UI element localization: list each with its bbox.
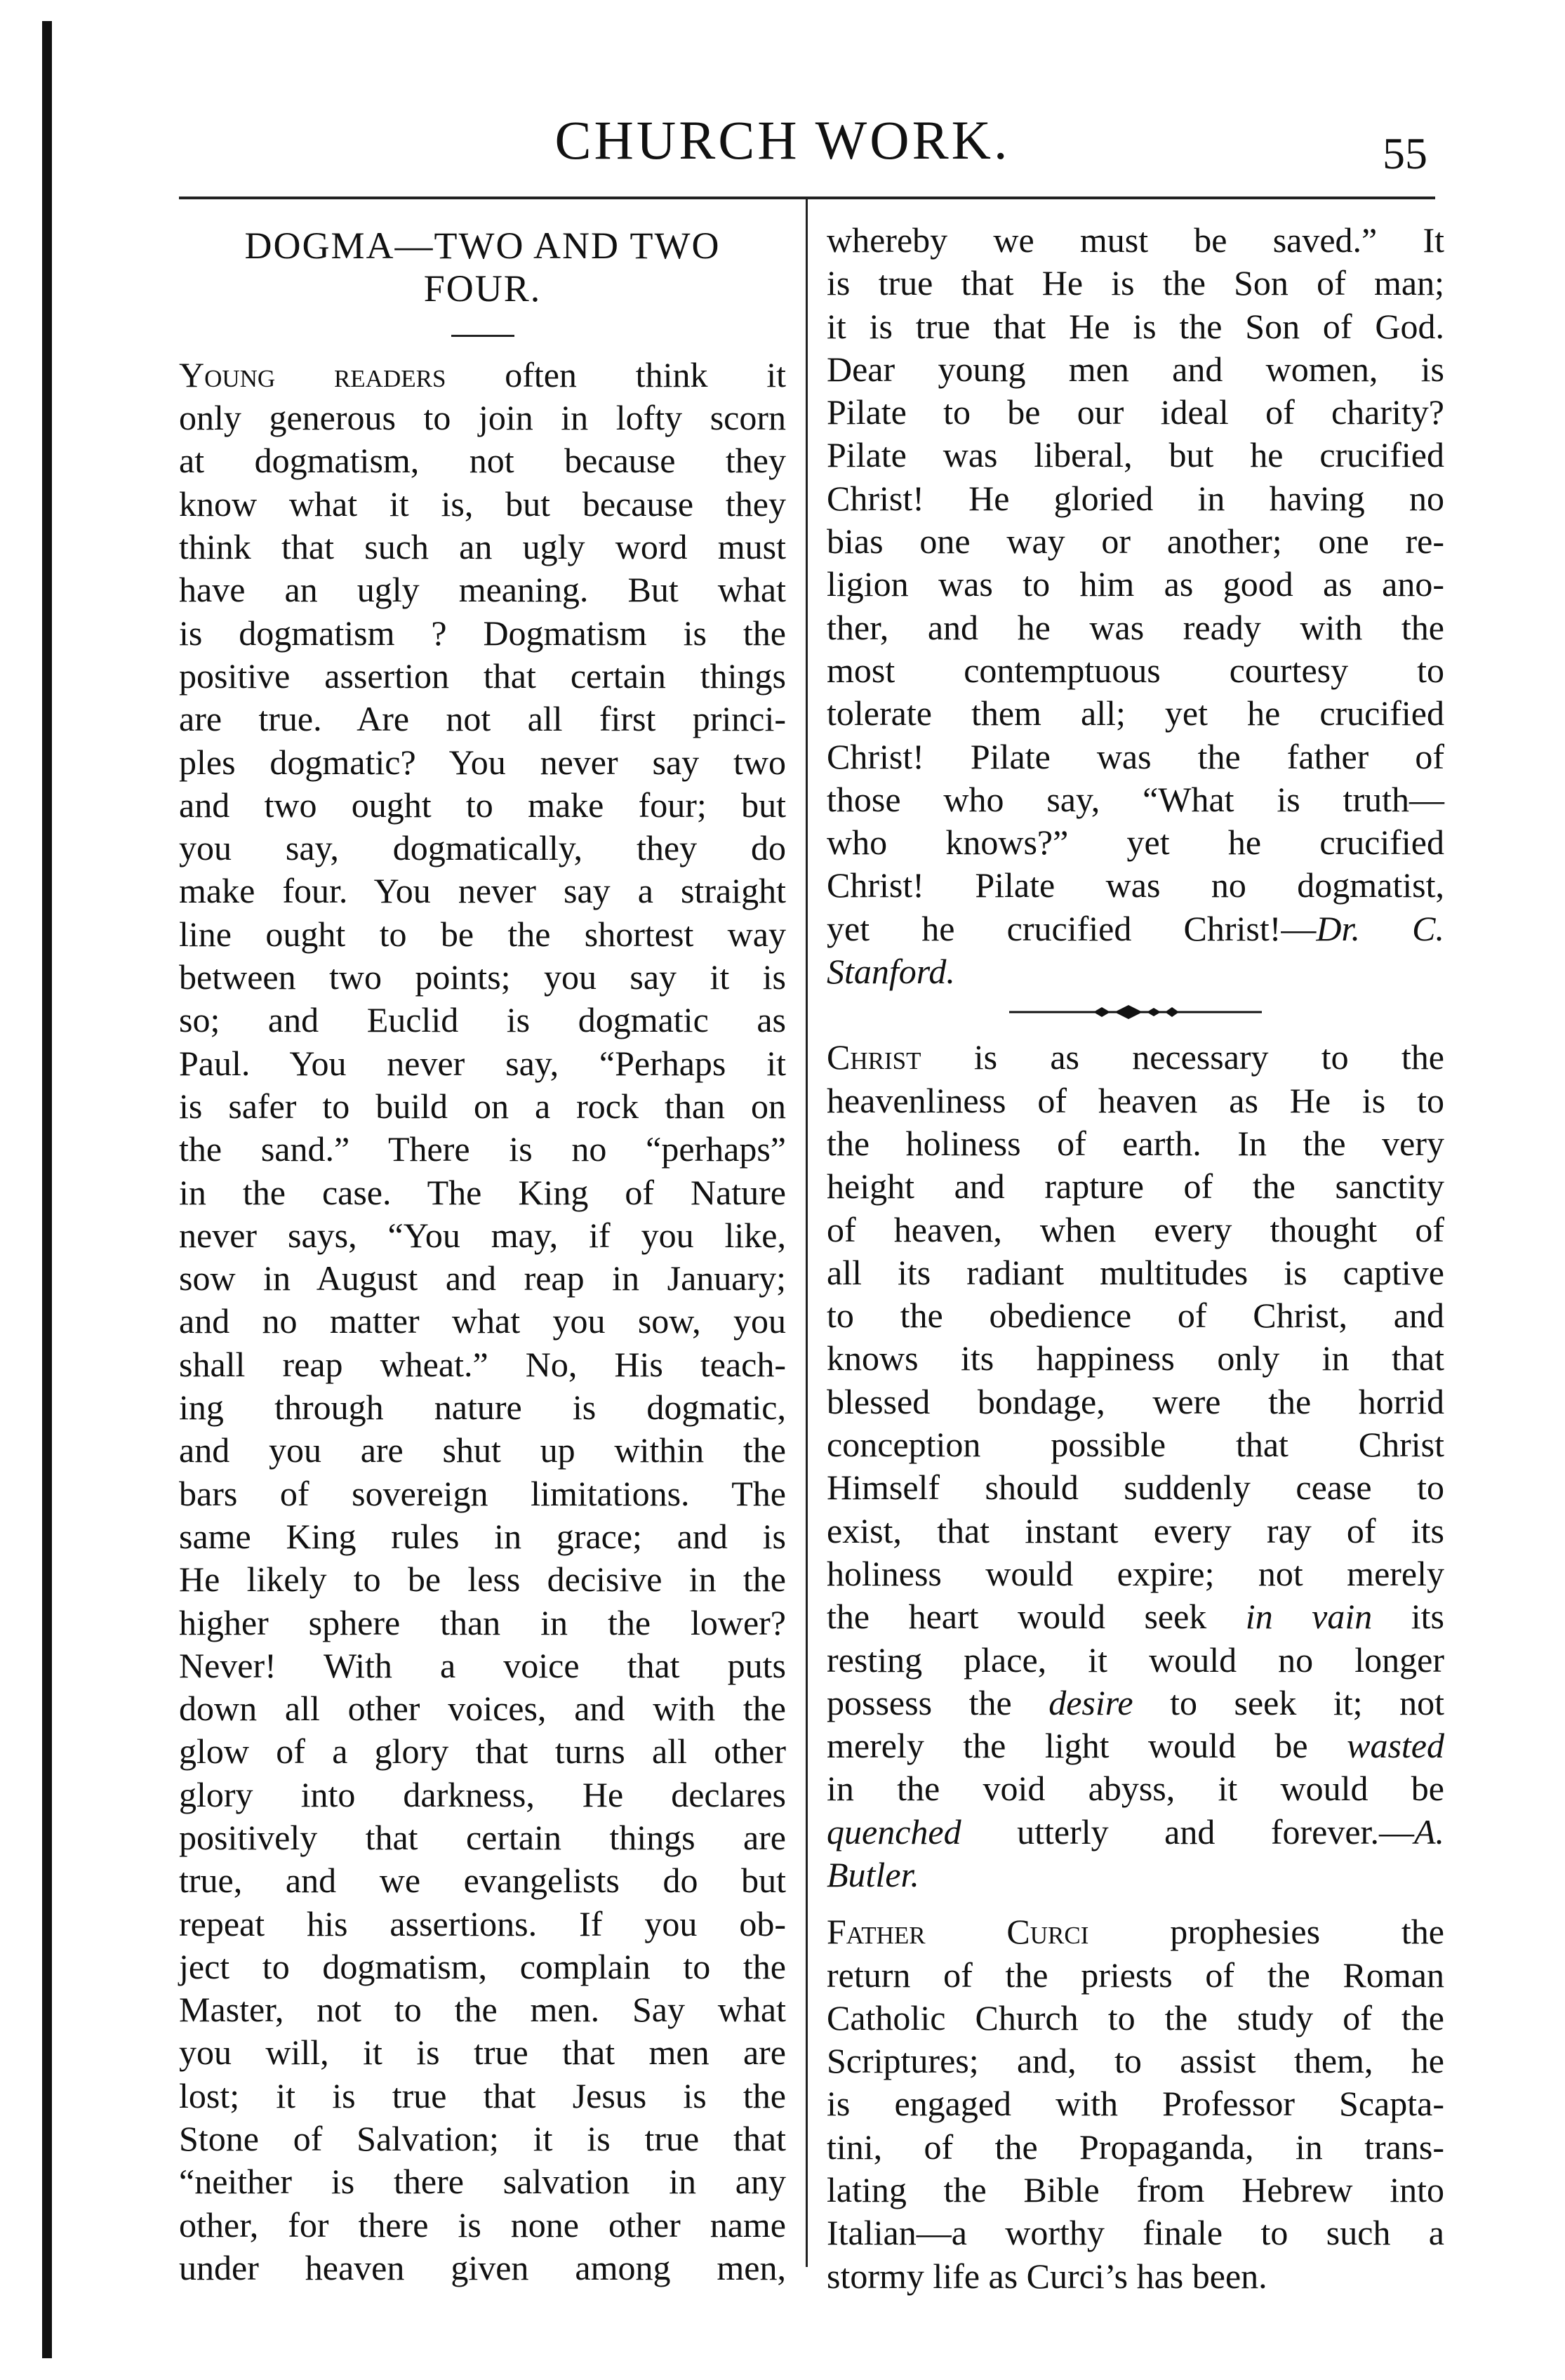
body-line: in the void abyss, it would be	[827, 1769, 1444, 1809]
body-line: bias one way or another; one re-	[827, 521, 1444, 561]
body-line: Christ! Pilate was the father of	[827, 736, 1444, 776]
body-line: so; and Euclid is dogmatic as	[179, 1000, 786, 1040]
body-line: of heaven, when every thought of	[827, 1209, 1444, 1249]
body-line: Italian—a worthy finale to such a	[827, 2213, 1444, 2253]
body-line: heavenliness of heaven as He is to	[827, 1080, 1444, 1120]
body-line: ligion was to him as good as ano-	[827, 564, 1444, 604]
body-line: is engaged with Professor Scapta-	[827, 2084, 1444, 2124]
body-line: bars of sovereign limitations. The	[179, 1473, 786, 1513]
body-line: Master, not to the men. Say what	[179, 1990, 786, 2030]
body-line: ject to dogmatism, complain to the	[179, 1946, 786, 1986]
body-line: true, and we evangelists do but	[179, 1861, 786, 1901]
body-line: at dogmatism, not because they	[179, 441, 786, 481]
body-line: Catholic Church to the study of the	[827, 1997, 1444, 2037]
body-line: Stone of Salvation; it is true that	[179, 2119, 786, 2159]
body-line: know what it is, but because they	[179, 484, 786, 524]
article-heading-line-2: FOUR.	[423, 267, 542, 310]
body-line: same King rules in grace; and is	[179, 1516, 786, 1556]
body-line: are true. Are not all first princi-	[179, 699, 786, 739]
binding-edge	[42, 21, 52, 2358]
body-line: conception possible that Christ	[827, 1425, 1444, 1465]
body-line: Paul. You never say, “Perhaps it	[179, 1043, 786, 1083]
body-line: who knows?” yet he crucified	[827, 823, 1444, 863]
left-column	[179, 225, 786, 2289]
running-head: CHURCH WORK.	[554, 109, 1011, 171]
body-line: most contemptuous courtesy to	[827, 650, 1444, 690]
body-line: is dogmatism ? Dogmatism is the	[179, 613, 786, 653]
body-line: all its radiant multitudes is captive	[827, 1252, 1444, 1292]
body-line: Pilate was liberal, but he crucified	[827, 435, 1444, 475]
body-line: you will, it is true that men are	[179, 2033, 786, 2073]
body-line: lost; it is true that Jesus is the	[179, 2075, 786, 2115]
body-line: Pilate to be our ideal of charity?	[827, 392, 1444, 432]
body-line: to the obedience of Christ, and	[827, 1296, 1444, 1336]
body-line: knows its happiness only in that	[827, 1338, 1444, 1378]
right-column	[827, 219, 1444, 2298]
body-line: the holiness of earth. In the very	[827, 1123, 1444, 1163]
body-line: whereby we must be saved.” It	[827, 220, 1444, 260]
body-line: lating the Bible from Hebrew into	[827, 2170, 1444, 2210]
body-line: ing through nature is dogmatic,	[179, 1388, 786, 1428]
body-line: blessed bondage, were the horrid	[827, 1381, 1444, 1421]
attribution-end: Stanford.	[827, 952, 955, 992]
body-line: Himself should suddenly cease to	[827, 1468, 1444, 1508]
body-line: tolerate them all; yet he crucified	[827, 693, 1444, 733]
body-line: positive assertion that certain things	[179, 656, 786, 696]
body-line: “neither is there salvation in any	[179, 2162, 786, 2202]
body-line: Father Curci prophesies the	[827, 1912, 1444, 1952]
body-line: have an ugly meaning. But what	[179, 570, 786, 610]
body-line: ther, and he was ready with the	[827, 607, 1444, 647]
body-line: Christ! He gloried in having no	[827, 478, 1444, 518]
article-heading-line-1: DOGMA—TWO AND TWO	[244, 225, 721, 267]
body-line: down all other voices, and with the	[179, 1689, 786, 1729]
body-line: height and rapture of the sanctity	[827, 1166, 1444, 1206]
body-line: in the case. The King of Nature	[179, 1172, 786, 1212]
lead-in: Father Curci	[827, 1912, 1089, 1952]
body-line: glow of a glory that turns all other	[179, 1731, 786, 1771]
body-line: sow in August and reap in January;	[179, 1258, 786, 1298]
body-line: other, for there is none other name	[179, 2205, 786, 2245]
body-line: yet he crucified Christ!—Dr. C.	[827, 908, 1444, 948]
section-ornament	[827, 993, 1444, 1036]
heading-dash	[179, 311, 786, 354]
body-line: higher sphere than in the lower?	[179, 1602, 786, 1642]
body-line: return of the priests of the Roman	[827, 1955, 1444, 1995]
body-line: make four. You never say a straight	[179, 871, 786, 911]
body-line: and you are shut up within the	[179, 1430, 786, 1470]
body-line: ples dogmatic? You never say two	[179, 742, 786, 782]
italic-phrase: desire	[1048, 1682, 1133, 1722]
body-line: those who say, “What is truth—	[827, 779, 1444, 819]
body-line: the heart would seek in vain its	[827, 1597, 1444, 1637]
body-line: tini, of the Propaganda, in trans-	[827, 2127, 1444, 2167]
body-line: Christ! Pilate was no dogmatist,	[827, 865, 1444, 905]
body-line: and two ought to make four; but	[179, 785, 786, 825]
italic-phrase: wasted	[1347, 1726, 1444, 1766]
body-line: and no matter what you sow, you	[179, 1301, 786, 1341]
attribution-end: Butler.	[827, 1854, 919, 1894]
lead-in: Christ	[827, 1037, 921, 1077]
body-line: think that such an ugly word must	[179, 527, 786, 567]
lead-in: Young readers	[179, 354, 446, 394]
body-line: Young readers often think it	[179, 354, 786, 394]
ornament-rule-icon	[1009, 998, 1262, 1026]
body-line: Never! With a voice that puts	[179, 1645, 786, 1685]
body-line	[827, 1854, 1444, 1896]
italic-phrase: quenched	[827, 1811, 961, 1852]
body-line: quenched utterly and forever.—A.	[827, 1811, 1444, 1852]
body-line: never says, “You may, if you like,	[179, 1215, 786, 1255]
body-line: shall reap wheat.” No, His teach-	[179, 1344, 786, 1384]
italic-phrase: in vain	[1245, 1597, 1373, 1637]
attribution: Dr. C.	[1316, 908, 1444, 948]
body-line: between two points; you say it is	[179, 957, 786, 997]
body-line: is safer to build on a rock than on	[179, 1086, 786, 1126]
body-line: exist, that instant every ray of its	[827, 1510, 1444, 1550]
body-line: repeat his assertions. If you ob-	[179, 1903, 786, 1943]
body-line: you say, dogmatically, they do	[179, 828, 786, 868]
body-line: only generous to join in lofty scorn	[179, 398, 786, 438]
page-number: 55	[1383, 128, 1427, 178]
body-line: Dear young men and women, is	[827, 349, 1444, 389]
body-line: positively that certain things are	[179, 1817, 786, 1857]
body-line: merely the light would be wasted	[827, 1726, 1444, 1766]
body-line	[827, 950, 1444, 993]
body-line: it is true that He is the Son of God.	[827, 306, 1444, 346]
body-line: Christ is as necessary to the	[827, 1037, 1444, 1077]
body-line: Scriptures; and, to assist them, he	[827, 2041, 1444, 2081]
attribution: A.	[1413, 1811, 1444, 1852]
body-line: He likely to be less decisive in the	[179, 1560, 786, 1600]
body-line: the sand.” There is no “perhaps”	[179, 1129, 786, 1169]
body-line: line ought to be the shortest way	[179, 914, 786, 954]
column-divider	[806, 197, 808, 2267]
body-line: stormy life as Curci’s has been.	[827, 2256, 1267, 2296]
body-line: resting place, it would no longer	[827, 1640, 1444, 1680]
body-line: glory into darkness, He declares	[179, 1774, 786, 1814]
body-line: under heaven given among men,	[179, 2247, 786, 2287]
body-line: holiness would expire; not merely	[827, 1553, 1444, 1593]
body-line: is true that He is the Son of man;	[827, 263, 1444, 303]
body-line: possess the desire to seek it; not	[827, 1682, 1444, 1722]
